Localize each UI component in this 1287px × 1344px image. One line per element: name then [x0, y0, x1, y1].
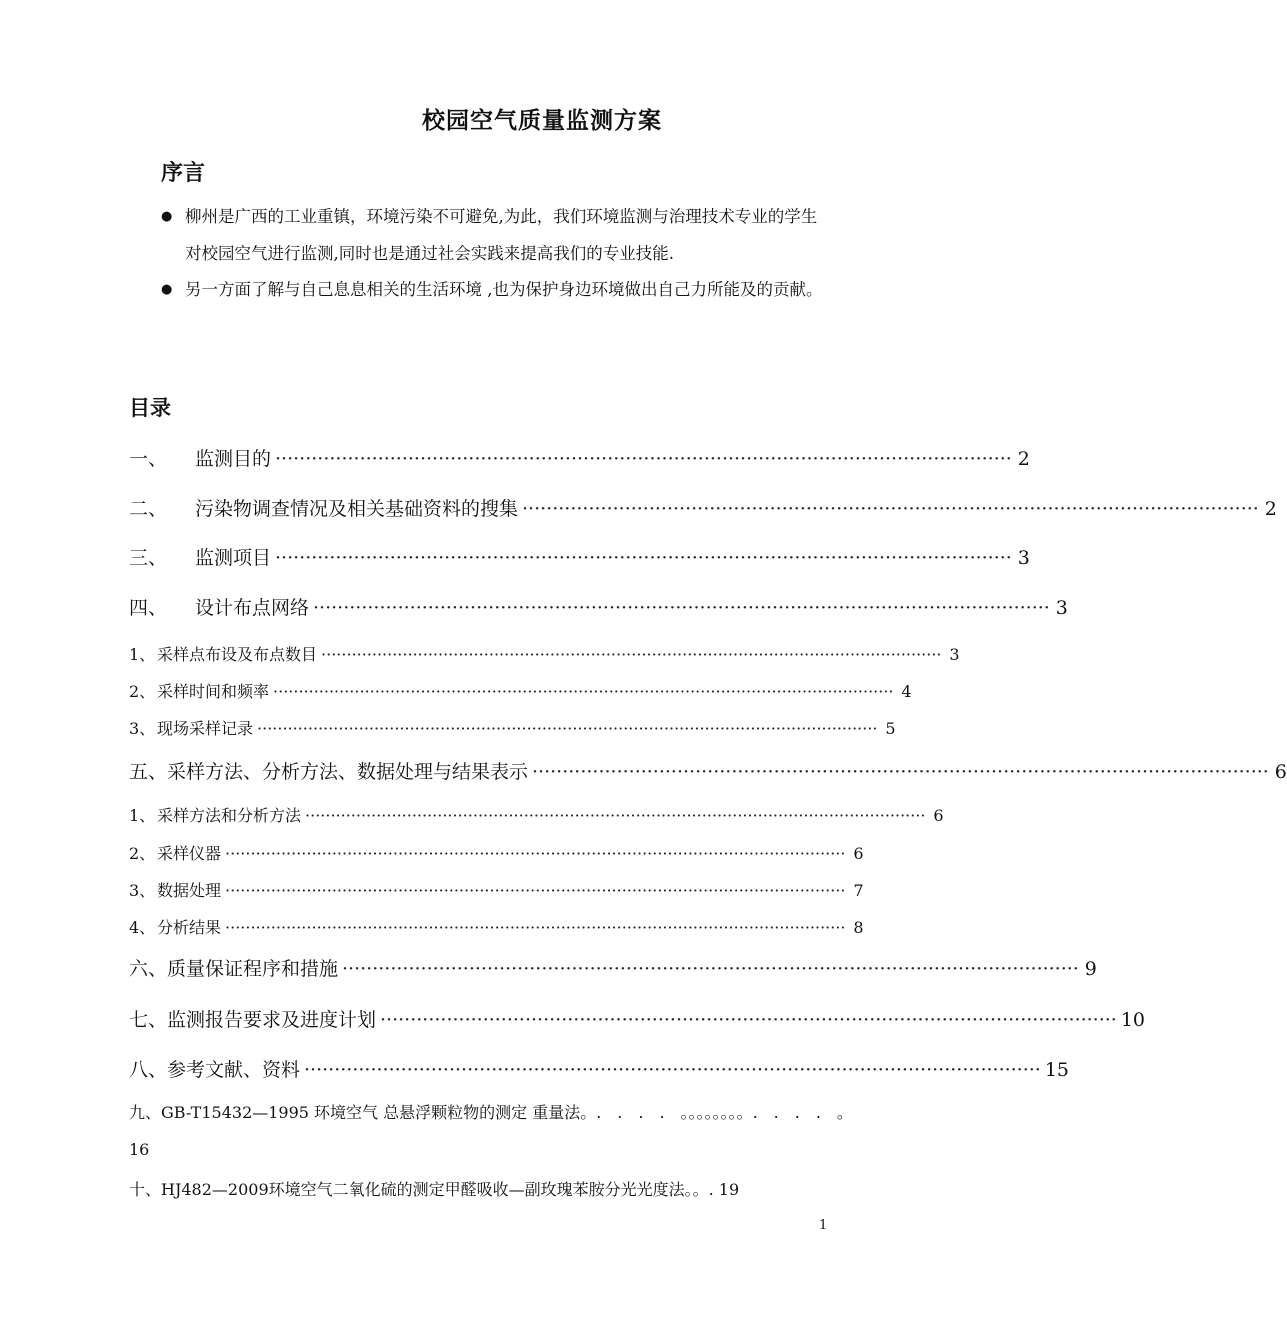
- toc-entry-number: 1、: [129, 806, 156, 825]
- toc-entry-number: 3、: [129, 881, 156, 900]
- toc-entry[interactable]: [129, 543, 1030, 570]
- toc-entry[interactable]: [129, 1055, 1070, 1082]
- toc-leader-dots: ··························································································································: [273, 682, 894, 701]
- toc-entry-number: 2、: [129, 682, 156, 701]
- toc-leader-dots: ··························································································································: [275, 547, 1012, 569]
- toc-entry-page: 6: [933, 806, 944, 825]
- bullet-dot-icon: ●: [161, 209, 173, 224]
- toc-entry-page: 6: [853, 844, 864, 863]
- toc-entry-label: 设计布点网络: [195, 597, 310, 619]
- toc-entry-number: 三、: [129, 547, 168, 569]
- toc-entry-page: 8: [853, 918, 864, 937]
- toc-entry-number: 四、: [129, 597, 168, 619]
- toc-subentry[interactable]: [129, 679, 912, 702]
- toc-entry-label: 数据处理: [157, 881, 222, 900]
- toc-entry-number: 一、: [129, 448, 168, 470]
- page-number: 1: [819, 1218, 828, 1233]
- toc-extra-line[interactable]: 十、HJ482—2009环境空气二氧化硫的测定甲醛吸收—副玫瑰苯胺分光光度法。。. 19: [129, 1180, 740, 1199]
- toc-entry-number: 1、: [129, 645, 156, 664]
- toc-entry[interactable]: [129, 757, 1287, 784]
- toc-entry-number: 2、: [129, 844, 156, 863]
- toc-entry-page: 15: [1044, 1059, 1070, 1081]
- toc-extra-line[interactable]: 九、GB-T15432—1995 环境空气 总悬浮颗粒物的测定 重量法。. . . . 。。。。。。。。. . . . 。: [129, 1103, 853, 1122]
- toc-leader-dots: ··························································································································: [342, 958, 1079, 980]
- toc-entry-label: 六、质量保证程序和措施: [129, 958, 339, 980]
- toc-entry[interactable]: [129, 954, 1097, 981]
- toc-leader-dots: ··························································································································: [225, 881, 846, 900]
- toc-entry-page: 3: [1055, 597, 1068, 619]
- bullet-dot-icon: ●: [161, 282, 173, 297]
- toc-leader-dots: ··························································································································: [522, 498, 1259, 520]
- toc-entry[interactable]: [129, 1005, 1146, 1032]
- toc-leader-dots: ··························································································································: [321, 645, 942, 664]
- toc-entry-page: 10: [1120, 1009, 1146, 1031]
- toc-leader-dots: ··························································································································: [380, 1009, 1117, 1031]
- toc-entry-label: 采样方法和分析方法: [157, 806, 302, 825]
- toc-entry-page: 3: [949, 645, 960, 664]
- toc-subentry[interactable]: [129, 878, 864, 901]
- toc-entry-page: 7: [853, 881, 864, 900]
- toc-entry-label: 分析结果: [157, 918, 222, 937]
- toc-entry-page: 4: [901, 682, 912, 701]
- toc-subentry[interactable]: [129, 716, 896, 739]
- toc-subentry[interactable]: [129, 803, 944, 826]
- toc-entry-number: 3、: [129, 719, 156, 738]
- toc-subentry[interactable]: [129, 841, 864, 864]
- toc-leader-dots: ··························································································································: [532, 761, 1269, 783]
- toc-heading: 目录: [129, 395, 171, 420]
- toc-entry-page: 2: [1264, 498, 1277, 520]
- toc-subentry[interactable]: [129, 642, 960, 665]
- toc-entry-label: 七、监测报告要求及进度计划: [129, 1009, 377, 1031]
- toc-leader-dots: ··························································································································: [305, 806, 926, 825]
- preface-bullet-list: [163, 199, 833, 309]
- toc-leader-dots: ··························································································································: [313, 597, 1050, 619]
- preface-bullet-1: [163, 199, 833, 272]
- toc-entry-label: 监测项目: [195, 547, 272, 569]
- toc-entry-label: 现场采样记录: [157, 719, 254, 738]
- toc-entry-page: 2: [1017, 448, 1030, 470]
- toc-entry-label: 五、采样方法、分析方法、数据处理与结果表示: [129, 761, 529, 783]
- toc-leader-dots: ··························································································································: [304, 1059, 1041, 1081]
- toc-entry-number: 二、: [129, 498, 168, 520]
- toc-leader-dots: ··························································································································: [257, 719, 878, 738]
- preface-bullet-text: 另一方面了解与自己息息相关的生活环境 ,也为保护身边环境做出自己力所能及的贡献。: [185, 280, 823, 299]
- toc-entry-label: 监测目的: [195, 448, 272, 470]
- toc-entry-label: 污染物调查情况及相关基础资料的搜集: [195, 498, 519, 520]
- toc-entry[interactable]: [129, 593, 1068, 620]
- preface-bullet-text: 柳州是广西的工业重镇，环境污染不可避免,为此，我们环境监测与治理技术专业的学生对校园空气进行监测,同时也是通过社会实践来提高我们的专业技能.: [185, 207, 818, 263]
- toc-entry[interactable]: [129, 444, 1030, 471]
- toc-entry-label: 八、参考文献、资料: [129, 1059, 301, 1081]
- toc-leader-dots: ··························································································································: [225, 918, 846, 937]
- toc-entry-page: 3: [1017, 547, 1030, 569]
- toc-leader-dots: ··························································································································: [275, 448, 1012, 470]
- toc-entry-page: 9: [1084, 958, 1097, 980]
- toc-leader-dots: ··························································································································: [225, 844, 846, 863]
- page-title: 校园空气质量监测方案: [422, 107, 662, 134]
- toc-entry-label: 采样仪器: [157, 844, 222, 863]
- toc-entry-label: 采样点布设及布点数目: [157, 645, 318, 664]
- toc-entry-label: 采样时间和频率: [157, 682, 270, 701]
- toc-entry[interactable]: [129, 494, 1277, 521]
- preface-heading: 序言: [161, 160, 206, 186]
- toc-entry-page: 5: [885, 719, 896, 738]
- toc-entry-page: 6: [1274, 761, 1287, 783]
- toc-extra-line: 16: [129, 1140, 150, 1159]
- toc-entry-number: 4、: [129, 918, 156, 937]
- toc-subentry[interactable]: [129, 915, 864, 938]
- preface-bullet-2: [163, 272, 833, 309]
